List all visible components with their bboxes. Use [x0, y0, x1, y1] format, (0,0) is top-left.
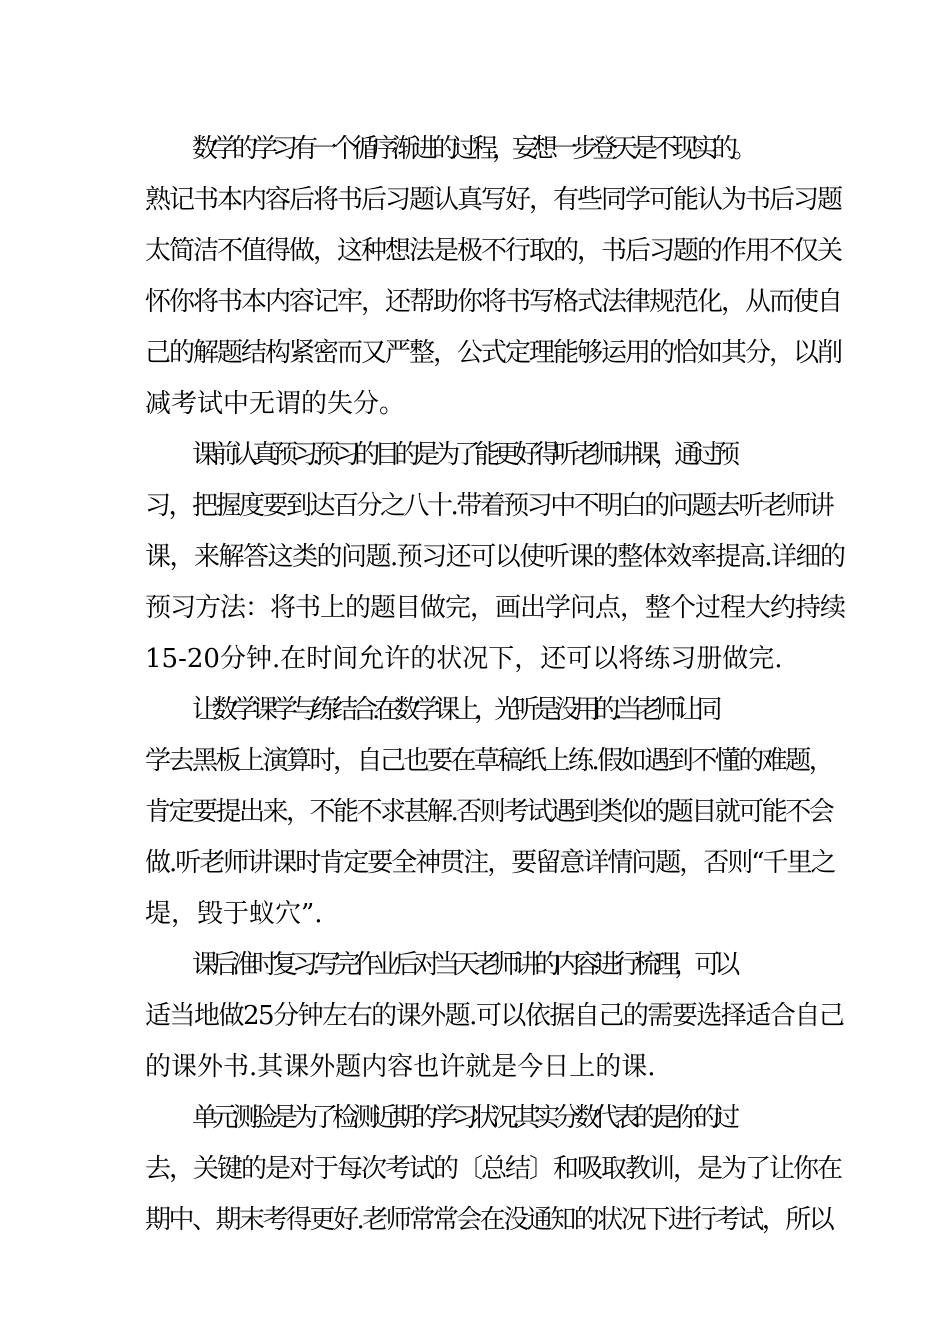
paragraph-3-line-1: 让数学课学与练结合.在数学课上，光听是没用的.当老师让同 [192, 695, 717, 725]
paragraph-4-line-2: 适当地做25分钟左右的课外题.可以依据自己的需要选择适合自己 [145, 1001, 844, 1031]
paragraph-5-line-2: 去，关键的是对于每次考试的〔总结〕和吸取教训，是为了让你在 [145, 1154, 842, 1184]
paragraph-1-line-6: 减考试中无谓的失分。 [145, 389, 406, 419]
paragraph-4-line-1: 课后准时复习.写完作业后对当天老师讲的内容进行梳理，可以 [192, 950, 735, 980]
paragraph-1-line-5: 己的解题结构紧密而又严整，公式定理能够运用的恰如其分，以削 [145, 338, 842, 368]
paragraph-2-line-1: 课前认真预习.预习的目的是为了能更好得听老师讲课，通过预 [192, 440, 735, 470]
paragraph-3-line-4: 做.听老师讲课时肯定要全神贯注，要留意详情问题，否则“千里之 [145, 848, 835, 878]
paragraph-1-line-3: 太简洁不值得做，这种想法是极不行取的，书后习题的作用不仅关 [145, 236, 842, 266]
paragraph-3-line-3: 肯定要提出来，不能不求甚解.否则考试遇到类似的题目就可能不会 [145, 797, 833, 827]
paragraph-2-line-2: 习，把握度要到达百分之八十.带着预习中不明白的问题去听老师讲 [145, 491, 833, 521]
paragraph-2-line-4: 预习方法：将书上的题目做完，画出学问点，整个过程大约持续 [145, 593, 846, 623]
paragraph-5-line-3: 期中、期末考得更好.老师常常会在没通知的状况下进行考试，所以 [145, 1205, 833, 1235]
paragraph-2-line-3: 课，来解答这类的问题.预习还可以使听课的整体效率提高.详细的 [145, 542, 845, 572]
paragraph-1-line-4: 怀你将书本内容记牢，还帮助你将书写格式法律规范化，从而使自 [145, 287, 842, 317]
paragraph-5-line-1: 单元测验是为了检测近期的学习状况.其实分数代表的是你的过 [192, 1103, 735, 1133]
paragraph-2-line-5: 15-20分钟.在时间允许的状况下，还可以将练习册做完. [145, 644, 783, 674]
paragraph-4-line-3: 的课外书.其课外题内容也许就是今日上的课. [145, 1052, 656, 1082]
paragraph-1-line-1: 数学的学习有一个循序渐进的过程，妄想一步登天是不现实的。 [192, 134, 753, 164]
paragraph-3-line-2: 学去黑板上演算时，自己也要在草稿纸上练.假如遇到不懂的难题， [145, 746, 833, 776]
paragraph-3-line-5: 堤，毁于蚁穴”. [145, 899, 323, 929]
paragraph-1-line-2: 熟记书本内容后将书后习题认真写好，有些同学可能认为书后习题 [145, 185, 842, 215]
